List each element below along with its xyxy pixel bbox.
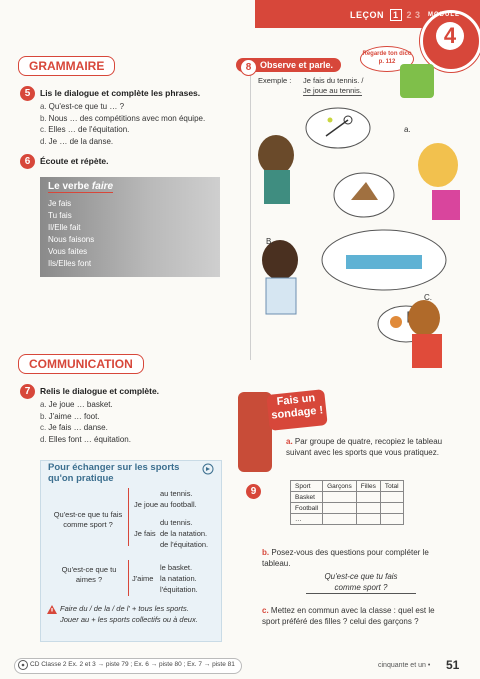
row-label: Basket: [291, 492, 323, 503]
exercise-8-title: Observe et parle.: [260, 60, 334, 70]
column-divider: [128, 560, 129, 596]
column-rule: [250, 60, 251, 360]
list-item: b. Nous … des compétitions avec mon équipe.: [40, 113, 206, 123]
dictionary-bubble: Regarde ton dico p. 112: [360, 46, 414, 72]
exercise-5-items: [40, 101, 205, 147]
illustration-label-a: a.: [404, 125, 411, 134]
illustration-label-c: C.: [424, 293, 432, 302]
je-fais-object: de la natation.: [160, 529, 208, 538]
row-label: Football: [291, 503, 323, 514]
grammaire-header: GRAMMAIRE: [18, 56, 115, 76]
jaime-object: l'équitation.: [160, 585, 198, 594]
grammar-note-1: Faire du / de la / de l' + tous les sports.: [60, 604, 189, 613]
jaime-object: le basket.: [160, 563, 193, 572]
column-header: Total: [380, 481, 403, 492]
jaime-label: J'aime: [132, 574, 154, 583]
page-number: 51: [446, 658, 460, 672]
exercise-9-number: 9: [246, 484, 261, 499]
conjugation-line: Vous faites: [48, 247, 88, 256]
exercise-6-number: 6: [20, 154, 35, 169]
communication-header: COMMUNICATION: [18, 354, 144, 374]
table-header-row: [291, 481, 404, 492]
verb-title: Le verbe faire: [48, 181, 114, 192]
exercise-8-number: 8: [240, 59, 257, 76]
illustration-label-b: B.: [266, 237, 274, 246]
exercise-7-number: 7: [20, 384, 35, 399]
lesson-indicator: [350, 9, 421, 21]
conjugation-line: Ils/Elles font: [48, 259, 92, 268]
table-row: [291, 492, 404, 503]
child-reading-illustration: [400, 64, 434, 98]
module-label: MODULE: [428, 12, 460, 18]
task-c: c. Mettez en commun avec la classe : quel est le sport préféré des filles ? celui des garçons ?: [262, 606, 435, 626]
conjugation-line: Je fais: [48, 199, 72, 208]
row-label: …: [291, 514, 323, 525]
conjugation-line: Tu fais: [48, 211, 72, 220]
conjugation-line: Nous faisons: [48, 235, 95, 244]
table-row: [291, 514, 404, 525]
lesson-number: 1: [390, 9, 402, 21]
je-fais-object: du tennis.: [160, 518, 193, 527]
je-joue-object: au football.: [160, 500, 197, 509]
column-header: Sport: [291, 481, 323, 492]
illustration-panel: [256, 100, 478, 380]
task-b: b. Posez-vous des questions pour compléter le tableau.: [262, 548, 429, 568]
exchange-box-title: Pour échanger sur les sports qu'on pratique: [48, 462, 180, 484]
exercise-5-instruction: Lis le dialogue et complète les phrases.: [40, 88, 201, 98]
list-item: d. Je … de la danse.: [40, 136, 114, 146]
module-number: 4: [436, 22, 464, 50]
example-label: Exemple :: [258, 76, 292, 85]
cd-icon: [18, 660, 28, 670]
exercise-5-number: 5: [20, 86, 35, 101]
task-b-example: Qu'est-ce que tu fais comme sport ?: [306, 572, 416, 594]
lesson-others: 2 3: [406, 10, 421, 20]
example-line-1: Je fais du tennis. /: [303, 76, 364, 85]
grammar-note-2: Jouer au + les sports collectifs ou à deux.: [60, 615, 198, 624]
column-divider: [128, 488, 129, 546]
survey-table: [290, 480, 404, 525]
survey-badge: Fais un sondage !: [266, 389, 327, 431]
exercise-7-items: [40, 399, 131, 445]
jaime-object: la natation.: [160, 574, 197, 583]
list-item: a. Je joue … basket.: [40, 400, 113, 409]
audio-track-references: CD Classe 2 Ex. 2 et 3 → piste 79 ; Ex. 6 → piste 80 ; Ex. 7 → piste 81: [30, 661, 235, 668]
question-2: Qu'est-ce que tu aimes ?: [61, 565, 117, 584]
exercise-7-instruction: Relis le dialogue et complète.: [40, 386, 160, 396]
column-header: Filles: [356, 481, 380, 492]
list-item: d. Elles font … équitation.: [40, 434, 131, 444]
list-item: b. J'aime … foot.: [40, 411, 100, 421]
lesson-label: LEÇON: [350, 10, 384, 20]
question-1: Qu'est-ce que tu fais comme sport ?: [53, 510, 123, 529]
list-item: c. Elles … de l'équitation.: [40, 125, 130, 134]
list-item: c. Je fais … danse.: [40, 423, 108, 432]
list-item: a. Qu'est-ce que tu … ?: [40, 102, 125, 111]
warning-icon: [46, 604, 58, 615]
conjugation-line: Il/Elle fait: [48, 223, 81, 232]
je-fais-label: Je fais: [134, 529, 156, 538]
table-row: [291, 503, 404, 514]
exercise-6-instruction: Écoute et répète.: [40, 156, 109, 166]
audio-icon: [202, 463, 214, 475]
example-line-2: Je joue au tennis.: [303, 86, 362, 95]
je-fais-object: de l'équitation.: [160, 540, 209, 549]
column-header: Garçons: [323, 481, 357, 492]
je-joue-object: au tennis.: [160, 489, 193, 498]
je-joue-label: Je joue: [134, 500, 159, 509]
task-a: a. Par groupe de quatre, recopiez le tableau suivant avec les sports que vous pratiquez.: [286, 437, 443, 457]
page-number-words: cinquante et un •: [378, 662, 431, 669]
